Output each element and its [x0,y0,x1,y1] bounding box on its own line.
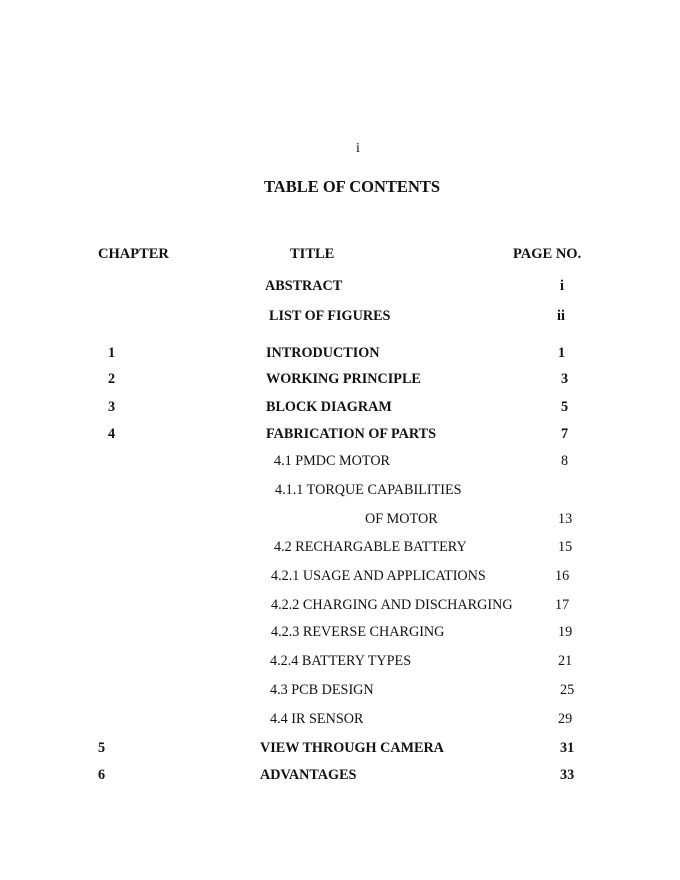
toc-entry-title: WORKING PRINCIPLE [266,371,421,387]
toc-entry-title: INTRODUCTION [266,345,380,361]
toc-entry-title: 4.2.3 REVERSE CHARGING [271,624,445,640]
toc-entry-title: 4.1 PMDC MOTOR [274,453,391,469]
toc-chapter-number: 6 [98,767,106,783]
toc-entry-title: OF MOTOR [365,511,438,527]
toc-page-number: 8 [561,453,569,469]
toc-entry-title: 4.2.1 USAGE AND APPLICATIONS [271,568,486,584]
toc-page-number: 1 [558,345,566,361]
toc-entry-title: LIST OF FIGURES [269,308,391,324]
toc-page-number: 31 [560,740,575,756]
toc-page-number: i [560,278,564,294]
toc-page-number: 29 [558,711,573,727]
toc-entry-title: 4.1.1 TORQUE CAPABILITIES [275,482,462,498]
toc-entry-title: 4.2.4 BATTERY TYPES [270,653,412,669]
toc-page-number: 25 [560,682,575,698]
toc-page-number: 15 [558,539,573,555]
toc-chapter-number: 5 [98,740,106,756]
header-page-no: PAGE NO. [513,246,582,262]
toc-chapter-number: 1 [108,345,116,361]
toc-chapter-number: 3 [108,399,116,415]
toc-entry-title: 4.3 PCB DESIGN [270,682,374,698]
toc-entry-title: BLOCK DIAGRAM [266,399,392,415]
header-chapter: CHAPTER [98,246,169,262]
toc-title: TABLE OF CONTENTS [264,177,441,196]
toc-entry-title: ADVANTAGES [260,767,357,783]
toc-page-number: 7 [561,426,569,442]
toc-page-number: 3 [561,371,569,387]
header-title: TITLE [290,246,335,262]
toc-entry-title: 4.4 IR SENSOR [270,711,364,727]
toc-page-number: ii [557,308,565,324]
toc-chapter-number: 2 [108,371,116,387]
toc-page-number: 21 [558,653,573,669]
toc-page-number: 17 [555,597,570,613]
toc-entry-title: FABRICATION OF PARTS [266,426,437,442]
toc-entry-title: 4.2 RECHARGABLE BATTERY [274,539,467,555]
toc-page-number: 19 [558,624,573,640]
toc-entry-title: ABSTRACT [265,278,343,294]
toc-entry-title: VIEW THROUGH CAMERA [260,740,444,756]
page-number: i [356,141,360,156]
toc-page-number: 33 [560,767,575,783]
toc-entry-title: 4.2.2 CHARGING AND DISCHARGING [271,597,513,613]
toc-page-number: 5 [561,399,569,415]
toc-page-number: 13 [558,511,573,527]
toc-page-number: 16 [555,568,570,584]
toc-chapter-number: 4 [108,426,116,442]
